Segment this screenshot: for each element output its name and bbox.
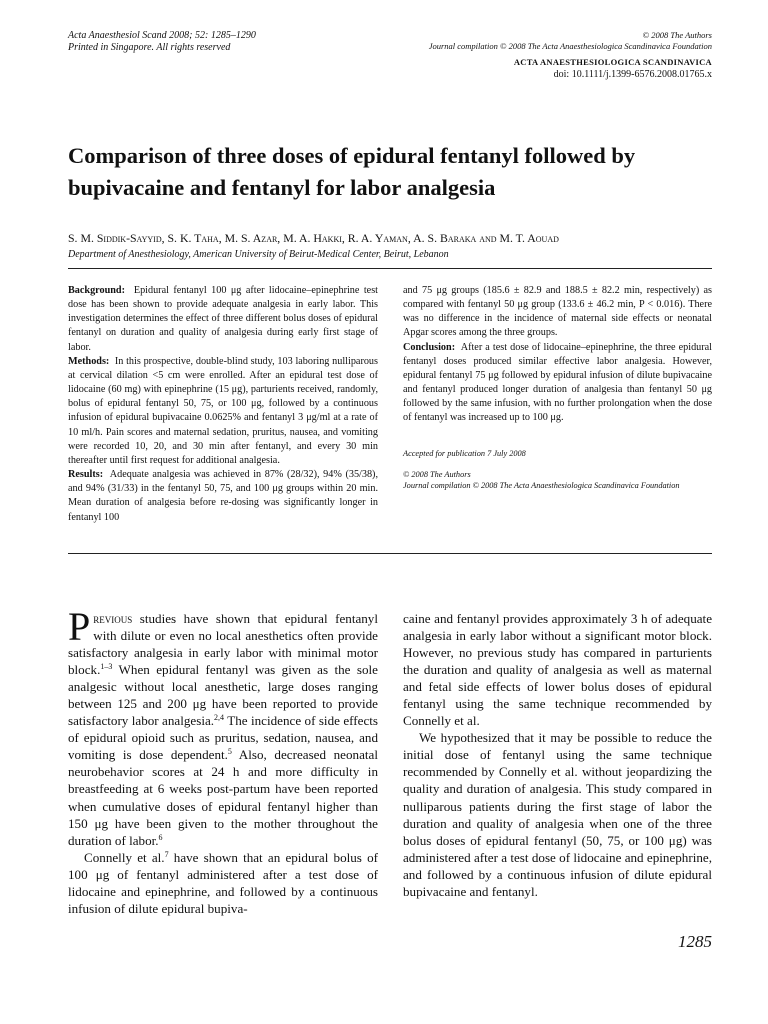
intro-paragraph — [68, 604, 378, 849]
continued-paragraph: caine and fentanyl provides approximately 3 h of adequate analgesia in early labor without a significant motor block. However, no previous study has compared in parturients the duration and quality of analgesia as well as maternal and fetal side effects of lower bolus doses of epidural fentanyl using the same technique recommended by Connelly et al. — [403, 611, 712, 729]
copyright-line: © 2008 The Authors — [642, 30, 712, 40]
compilation-line: Journal compilation © 2008 The Acta Anaesthesiologica Scandinavica Foundation — [428, 41, 712, 51]
abstract-results — [68, 468, 378, 525]
intro-text-1: studies have shown that epidural fentanyl with dilute or even no local anesthetics often provide satisfactory analgesia in early labor with minimal motor block. — [68, 611, 378, 678]
abstract-conclusion — [403, 341, 712, 426]
abstract-copyright — [403, 469, 712, 491]
methods-text: In this prospective, double-blind study, 103 laboring nulliparous at cervical dilation <5 cm were enrolled. After an epidural test dose of lidocaine (60 mg) with epinephrine (15 μg), parturients received, randomly, bolus of epidural fentanyl 50, 75, or 100 μg, followed by a continuous infusion of epidural bupivacaine 0.0625% and fentanyl 3 μg/ml at a rate of 10 ml/h. Pain scores and maternal sedation, pruritus, nausea, and vomiting were recorded 10, 20, and 30 min after fentanyl, and every 30 min thereafter until first request for additional analgesia. — [68, 355, 378, 466]
connelly-text-1: Connelly et al. — [84, 849, 165, 865]
printed-line: Printed in Singapore. All rights reserved — [68, 42, 231, 53]
citation-ref: 2,4 — [214, 713, 225, 723]
doi: doi: 10.1111/j.1399-6576.2008.01765.x — [553, 69, 712, 80]
conclusion-label: Conclusion: — [403, 341, 456, 353]
journal-name: ACTA ANAESTHESIOLOGICA SCANDINAVICA — [513, 57, 712, 67]
abstract-methods — [68, 355, 378, 468]
citation-line: Acta Anaesthesiol Scand 2008; 52: 1285–1290 — [68, 30, 256, 41]
citation-ref: 7 — [164, 849, 169, 859]
body-right-column — [403, 610, 712, 900]
results-text: Adequate analgesia was achieved in 87% (28/32), 94% (35/38), and 94% (31/33) in the fentanyl 50, 75, and 100 μg groups within 20 min. Mean duration of analgesia before re-dosing was significantly longer in fentanyl 100 — [68, 469, 378, 523]
methods-label: Methods: — [68, 355, 110, 367]
copyright-header — [429, 30, 712, 52]
intro-text-4: Also, decreased neonatal neurobehavior scores at 24 h and more difficulty in breastfeeding at 6 weeks post-partum have been reported when cumulative doses of epidural fentanyl higher than 150 μg have been given to the mother throughout the duration of labor. — [68, 747, 378, 848]
author-list: S. M. Siddik-Sayyid, S. K. Taha, M. S. Azar, M. A. Hakki, R. A. Yaman, A. S. Baraka and M. T. Aouad — [68, 231, 559, 245]
abstract-right-column — [403, 284, 712, 491]
body-left-column — [68, 604, 379, 917]
accepted-note: Accepted for publication 7 July 2008 — [403, 448, 526, 458]
abstract-top-rule — [68, 268, 712, 269]
background-text: Epidural fentanyl 100 μg after lidocaine–epinephrine test dose has been shown to provide adequate analgesia in early labor. This investigation determines the effect of three different bolus doses of epidural fentanyl on duration and quality of analgesia during early first stage of labor. — [68, 285, 378, 353]
background-label: Background: — [68, 285, 125, 296]
drop-cap: P — [68, 604, 91, 649]
abstract-bottom-rule — [68, 553, 712, 554]
hypothesis-paragraph: We hypothesized that it may be possible to reduce the initial dose of fentanyl using the same technique recommended by Connelly et al. without jeopardizing the quality and duration of analgesia. This study compared in nulliparous patients during the first stage of labor the duration and quality of analgesia when one of the three bolus doses of epidural fentanyl (50, 75, or 100 μg) was administered after a test dose of lidocaine and epinephrine, and followed by a continuous infusion of dilute epidural bupivacaine and fentanyl. — [403, 730, 712, 899]
results-label: Results: — [68, 469, 104, 481]
citation-header — [68, 30, 256, 54]
citation-ref: 6 — [158, 832, 163, 842]
citation-ref: 1–3 — [100, 662, 113, 672]
connelly-paragraph — [68, 849, 378, 917]
page-number: 1285 — [678, 932, 712, 951]
abstract-left-column — [68, 284, 378, 525]
intro-text-2: When epidural fentanyl was given as the sole analgesic without local anesthetic, large doses ranging between 125 and 200 μg have been reported to provide satisfactory labor analgesia. — [68, 662, 378, 729]
results-continued: and 75 μg groups (185.6 ± 82.9 and 188.5 ± 82.2 min, respectively) as compared with fentanyl 50 μg group (133.6 ± 46.2 min, P < 0.016). There was no difference in the incidence of maternal side effects or neonatal Apgar scores among the three groups. — [403, 285, 712, 339]
citation-ref: 5 — [227, 747, 232, 757]
article-title: Comparison of three doses of epidural fentanyl followed by bupivacaine and fentanyl for labor analgesia — [68, 143, 636, 200]
intro-smallcaps: revious — [93, 611, 133, 626]
intro-text-3: The incidence of side effects of epidural opioid such as pruritus, sedation, nausea, and vomiting is dose dependent. — [68, 713, 378, 763]
abstract-background — [68, 284, 378, 355]
affiliation: Department of Anesthesiology, American University of Beirut-Medical Center, Beirut, Lebanon — [68, 249, 449, 260]
conclusion-text: After a test dose of lidocaine–epinephrine, the three epidural fentanyl doses produced similar effective labor analgesia. However, epidural fentanyl 75 μg followed by epidural infusion of dilute bupivacaine and fentanyl produced longer duration of analgesia than fentanyl 50 μg followed by the same infusion, with no further prolongation when the dose of fentanyl was increased up to 100 μg. — [403, 341, 713, 424]
connelly-text-2: have shown that an epidural bolus of 100 μg of fentanyl administered after a test dose of lidocaine and epinephrine, and followed by a continuous infusion of dilute epidural bupiva- — [68, 849, 379, 916]
abstract-copyright-line: © 2008 The Authors — [403, 469, 471, 479]
abstract-compilation-line: Journal compilation © 2008 The Acta Anaesthesiologica Scandinavica Foundation — [403, 480, 680, 490]
